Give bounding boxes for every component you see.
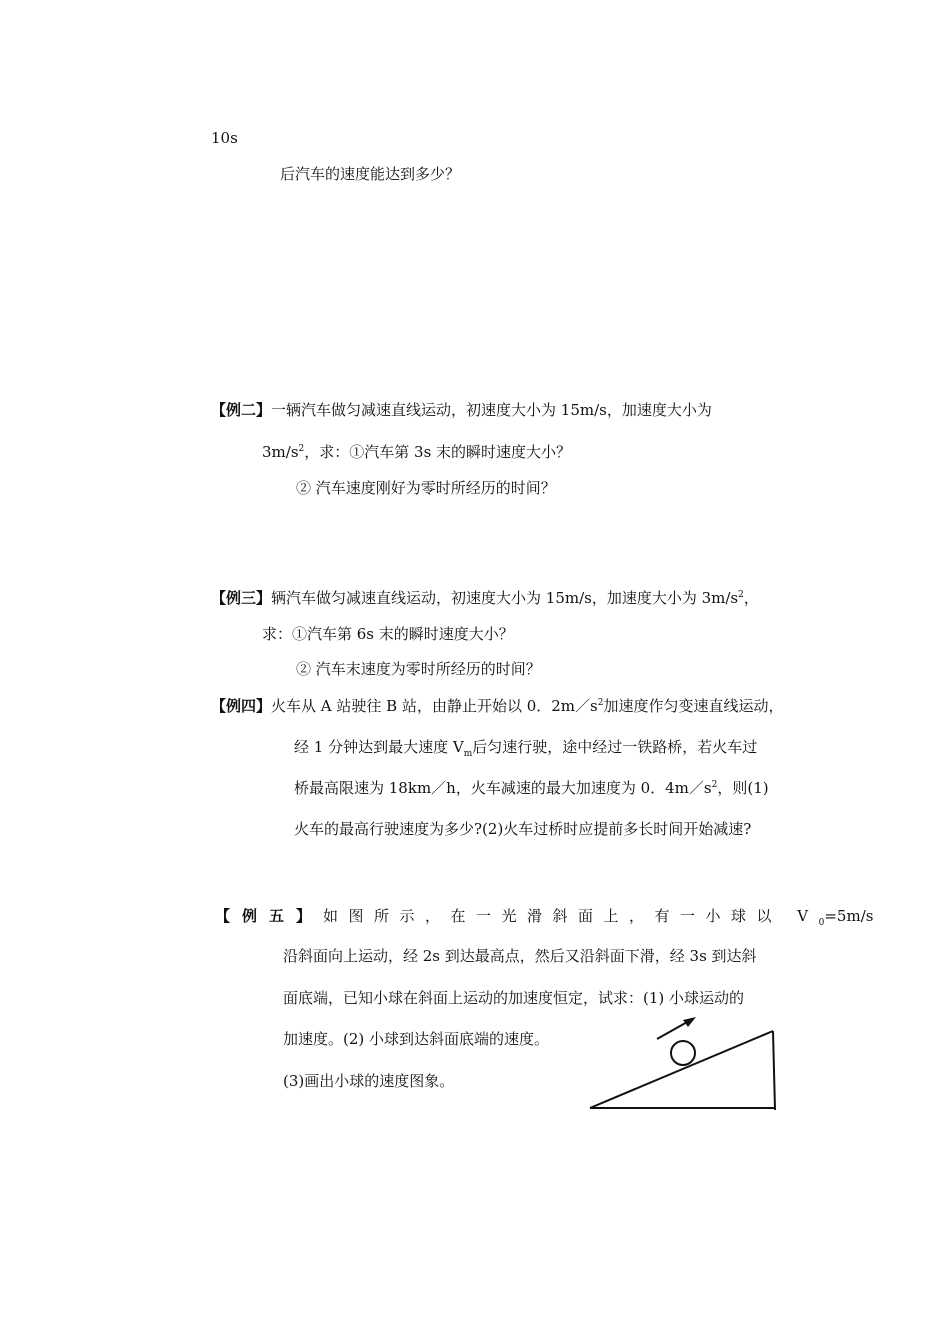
example-3-line-1 xyxy=(211,588,759,608)
example-2-exponent: 2 xyxy=(298,444,305,454)
example-4-text-1b: 加速度作匀变速直线运动， xyxy=(603,697,784,715)
example-4-line-1 xyxy=(211,696,783,716)
example-4-exponent-1: 2 xyxy=(597,698,604,708)
example-5-text-1: 如图所示，在一光滑斜面上，有一小球以 V xyxy=(323,907,819,925)
continued-text-10s: 10s xyxy=(211,129,238,147)
example-3-text-1: 辆汽车做匀减速直线运动，初速度大小为 15m/s，加速度大小为 3m/s xyxy=(271,589,739,607)
example-4-exponent-2: 2 xyxy=(711,780,718,790)
example-5-text-1b: =5m/s xyxy=(824,907,874,925)
example-4-text-3b: ，则(1) xyxy=(717,779,769,797)
example-4-text-2b: 后匀速行驶，途中经过一铁路桥，若火车过 xyxy=(472,738,758,756)
example-5-line-1 xyxy=(215,906,873,926)
example-3-line-2: 求：①汽车第 6s 末的瞬时速度大小？ xyxy=(262,625,514,643)
incline-figure xyxy=(585,1015,785,1115)
example-3-comma: ， xyxy=(743,589,759,607)
example-5-line-2: 沿斜面向上运动，经 2s 到达最高点，然后又沿斜面下滑，经 3s 到达斜 xyxy=(283,947,757,965)
example-5-line-5: (3)画出小球的速度图象。 xyxy=(283,1072,455,1090)
example-4-line-3 xyxy=(294,778,769,798)
example-2-question-1: ，求：①汽车第 3s 末的瞬时速度大小？ xyxy=(304,443,572,461)
ball xyxy=(671,1041,695,1065)
example-5-subscript: 0 xyxy=(818,918,825,928)
example-4-subscript: m xyxy=(463,749,473,759)
example-4-line-2 xyxy=(294,737,757,757)
example-2-text-1: 一辆汽车做匀减速直线运动，初速度大小为 15m/s，加速度大小为 xyxy=(271,401,712,419)
example-4-text-1: 火车从 A 站驶往 B 站，由静止开始以 0．2m／s xyxy=(271,697,598,715)
example-2-line-2 xyxy=(262,442,571,462)
example-5-tag: 【例五】 xyxy=(215,907,324,925)
example-2-unit: 3m/s xyxy=(262,443,299,461)
example-5-line-4: 加速度。(2) 小球到达斜面底端的速度。 xyxy=(283,1030,550,1048)
example-5-line-3: 面底端，已知小球在斜面上运动的加速度恒定，试求：(1) 小球运动的 xyxy=(283,989,745,1007)
velocity-arrow-shaft xyxy=(657,1021,689,1039)
example-3-exponent: 2 xyxy=(738,590,744,600)
example-2-line-1 xyxy=(211,400,712,420)
incline-vertical-side xyxy=(773,1031,775,1110)
velocity-arrow-head xyxy=(683,1017,696,1027)
example-2-tag: 【例二】 xyxy=(211,401,272,419)
example-3-line-3: ② 汽车末速度为零时所经历的时间？ xyxy=(296,660,541,678)
example-2-line-3: ② 汽车速度刚好为零时所经历的时间？ xyxy=(296,479,556,497)
example-4-text-2: 经 1 分钟达到最大速度 V xyxy=(294,738,464,756)
example-4-tag: 【例四】 xyxy=(211,697,272,715)
continued-text-question: 后汽车的速度能达到多少？ xyxy=(280,165,461,183)
example-4-line-4: 火车的最高行驶速度为多少?(2)火车过桥时应提前多长时间开始减速? xyxy=(294,820,752,838)
example-3-tag: 【例三】 xyxy=(211,589,272,607)
example-4-text-3: 桥最高限速为 18km／h，火车减速的最大加速度为 0．4m／s xyxy=(294,779,712,797)
